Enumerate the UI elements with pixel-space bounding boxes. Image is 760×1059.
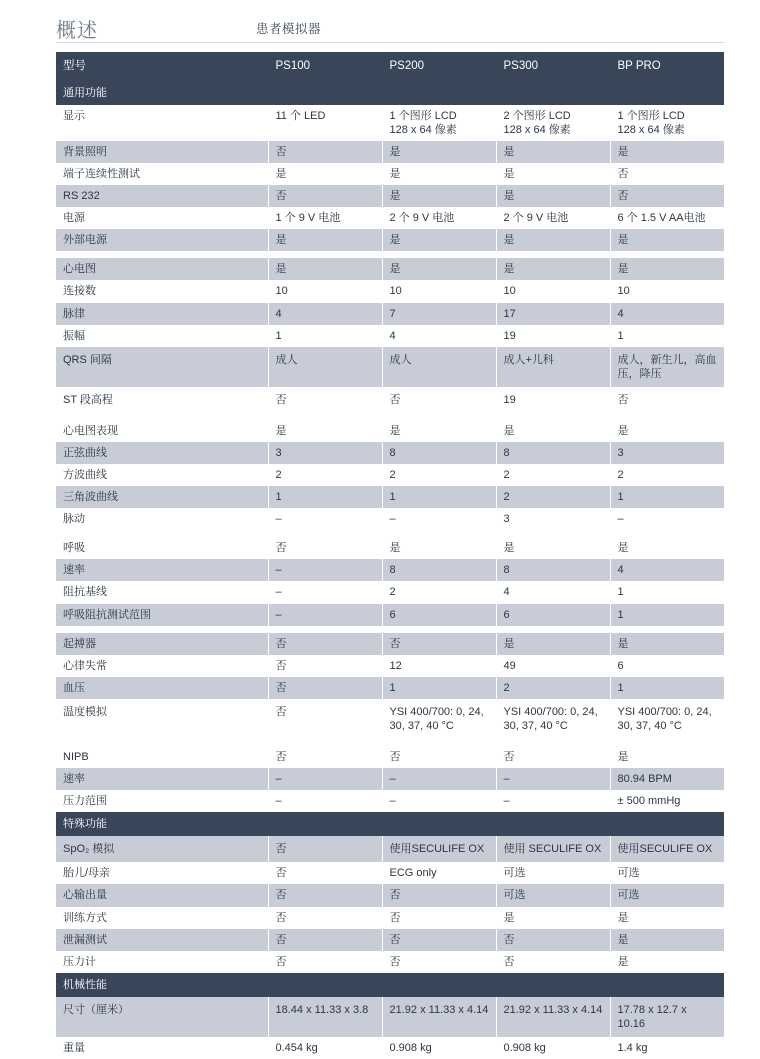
row-label: RS 232 (56, 185, 268, 207)
table-row (56, 303, 724, 325)
table-row (56, 768, 724, 790)
cell-1: 是 (382, 258, 496, 280)
cell-2: 可选 (496, 884, 610, 906)
cell-1: 1 (382, 486, 496, 508)
cell-1: 8 (382, 442, 496, 464)
cell-2: 可选 (496, 862, 610, 884)
cell-0: 是 (268, 258, 382, 280)
table-row (56, 163, 724, 185)
cell-2: 使用 SECULIFE OX (496, 836, 610, 862)
table-row (56, 559, 724, 581)
cell-2: 10 (496, 280, 610, 302)
row-label: 正弦曲线 (56, 442, 268, 464)
table-row (56, 280, 724, 302)
table-row (56, 633, 724, 655)
row-label: 心电图表现 (56, 420, 268, 442)
specification-table (56, 52, 724, 1059)
row-label: 呼吸 (56, 537, 268, 559)
cell-1: 6 (382, 604, 496, 626)
cell-2: 否 (496, 951, 610, 973)
column-header-3: PS300 (496, 52, 610, 81)
cell-1: 否 (382, 951, 496, 973)
table-row (56, 884, 724, 906)
cell-0: – (268, 768, 382, 790)
table-row (56, 1037, 724, 1059)
table-row (56, 836, 724, 862)
cell-3: 是 (610, 929, 724, 951)
cell-2: 2 (496, 464, 610, 486)
spacer-row (56, 251, 724, 258)
cell-2: 是 (496, 907, 610, 929)
cell-1: 2 (382, 464, 496, 486)
cell-3: 是 (610, 907, 724, 929)
cell-3: 是 (610, 420, 724, 442)
row-label: 尺寸（厘米） (56, 997, 268, 1037)
row-label: 心电图 (56, 258, 268, 280)
cell-2: – (496, 768, 610, 790)
cell-0: 否 (268, 951, 382, 973)
header-divider (56, 42, 724, 43)
section-label: 机械性能 (56, 973, 724, 997)
cell-2: 成人+儿科 (496, 347, 610, 387)
row-label: ST 段高程 (56, 387, 268, 413)
cell-3: 是 (610, 141, 724, 163)
row-label: NIPB (56, 746, 268, 768)
cell-3: 1 个图形 LCD 128 x 64 像素 (610, 105, 724, 141)
cell-1: – (382, 508, 496, 530)
spacer-cell (56, 251, 724, 258)
cell-0: 否 (268, 746, 382, 768)
spacer-row (56, 626, 724, 633)
table-row (56, 347, 724, 387)
table-row (56, 862, 724, 884)
cell-3: 是 (610, 537, 724, 559)
cell-0: 4 (268, 303, 382, 325)
cell-0: 否 (268, 836, 382, 862)
cell-3: YSI 400/700: 0, 24, 30, 37, 40 °C (610, 699, 724, 739)
cell-1: 8 (382, 559, 496, 581)
column-header-4: BP PRO (610, 52, 724, 81)
cell-1: 0.908 kg (382, 1037, 496, 1059)
row-label: 脉动 (56, 508, 268, 530)
row-label: SpO₂ 模拟 (56, 836, 268, 862)
cell-3: 4 (610, 559, 724, 581)
cell-2: 2 个图形 LCD 128 x 64 像素 (496, 105, 610, 141)
spacer-cell (56, 626, 724, 633)
row-label: 连接数 (56, 280, 268, 302)
cell-2: YSI 400/700: 0, 24, 30, 37, 40 °C (496, 699, 610, 739)
cell-2: 是 (496, 420, 610, 442)
column-header-1: PS100 (268, 52, 382, 81)
table-row (56, 790, 724, 812)
cell-0: 否 (268, 884, 382, 906)
cell-3: 否 (610, 387, 724, 413)
cell-3: 17.78 x 12.7 x 10.16 (610, 997, 724, 1037)
row-label: 背景照明 (56, 141, 268, 163)
table-row (56, 105, 724, 141)
cell-0: 是 (268, 163, 382, 185)
table-row (56, 929, 724, 951)
cell-0: – (268, 604, 382, 626)
left-margin (0, 0, 30, 910)
cell-3: 是 (610, 633, 724, 655)
row-label: 显示 (56, 105, 268, 141)
cell-0: – (268, 508, 382, 530)
cell-2: 是 (496, 537, 610, 559)
table-row (56, 442, 724, 464)
spacer-cell (56, 530, 724, 537)
table-row (56, 325, 724, 347)
section-row (56, 812, 724, 836)
cell-2: 否 (496, 929, 610, 951)
cell-3: 3 (610, 442, 724, 464)
cell-0: 否 (268, 655, 382, 677)
cell-3: 1 (610, 325, 724, 347)
table-body (56, 81, 724, 1059)
table-row (56, 537, 724, 559)
cell-2: 2 个 9 V 电池 (496, 207, 610, 229)
cell-1: 否 (382, 633, 496, 655)
row-label: 脉律 (56, 303, 268, 325)
cell-3: 6 (610, 655, 724, 677)
cell-0: 0.454 kg (268, 1037, 382, 1059)
cell-3: 1 (610, 581, 724, 603)
cell-1: 否 (382, 907, 496, 929)
spacer-row (56, 413, 724, 420)
cell-1: – (382, 790, 496, 812)
cell-3: 10 (610, 280, 724, 302)
cell-1: 使用SECULIFE OX (382, 836, 496, 862)
row-label: 重量 (56, 1037, 268, 1059)
cell-1: 否 (382, 746, 496, 768)
cell-3: 否 (610, 163, 724, 185)
cell-3: 是 (610, 229, 724, 251)
table-row (56, 746, 724, 768)
cell-1: – (382, 768, 496, 790)
section-label: 特殊功能 (56, 812, 724, 836)
table-row (56, 141, 724, 163)
cell-2: 是 (496, 185, 610, 207)
cell-2: 49 (496, 655, 610, 677)
table-row (56, 229, 724, 251)
cell-0: 否 (268, 929, 382, 951)
cell-3: 否 (610, 185, 724, 207)
cell-2: 8 (496, 442, 610, 464)
cell-0: 11 个 LED (268, 105, 382, 141)
cell-0: 18.44 x 11.33 x 3.8 (268, 997, 382, 1037)
section-row (56, 81, 724, 105)
cell-2: 是 (496, 633, 610, 655)
cell-1: 10 (382, 280, 496, 302)
cell-2: 19 (496, 325, 610, 347)
table-header-row (56, 52, 724, 81)
cell-1: 4 (382, 325, 496, 347)
cell-1: 2 (382, 581, 496, 603)
cell-0: 否 (268, 537, 382, 559)
table-row (56, 604, 724, 626)
cell-3: 6 个 1.5 V AA电池 (610, 207, 724, 229)
row-label: 压力计 (56, 951, 268, 973)
cell-2: 否 (496, 746, 610, 768)
table-row (56, 258, 724, 280)
cell-1: 1 个图形 LCD 128 x 64 像素 (382, 105, 496, 141)
row-label: 泄漏测试 (56, 929, 268, 951)
row-label: 心输出量 (56, 884, 268, 906)
cell-2: 6 (496, 604, 610, 626)
page-subtitle: 患者模拟器 (256, 22, 322, 36)
cell-2: 8 (496, 559, 610, 581)
section-label: 通用功能 (56, 81, 724, 105)
column-header-0: 型号 (56, 52, 268, 81)
cell-2: 2 (496, 486, 610, 508)
row-label: 方波曲线 (56, 464, 268, 486)
row-label: 起搏器 (56, 633, 268, 655)
table-row (56, 581, 724, 603)
cell-1: 是 (382, 420, 496, 442)
table-row (56, 185, 724, 207)
table-row (56, 420, 724, 442)
cell-2: 2 (496, 677, 610, 699)
section-row (56, 973, 724, 997)
row-label: 速率 (56, 768, 268, 790)
cell-3: 是 (610, 258, 724, 280)
cell-3: 成人，新生儿，高血压，降压 (610, 347, 724, 387)
cell-1: 21.92 x 11.33 x 4.14 (382, 997, 496, 1037)
cell-2: 21.92 x 11.33 x 4.14 (496, 997, 610, 1037)
cell-2: – (496, 790, 610, 812)
cell-1: 成人 (382, 347, 496, 387)
table-row (56, 655, 724, 677)
table-row (56, 464, 724, 486)
cell-3: 是 (610, 746, 724, 768)
cell-0: 否 (268, 862, 382, 884)
cell-0: 10 (268, 280, 382, 302)
cell-3: 1 (610, 677, 724, 699)
cell-1: 否 (382, 929, 496, 951)
cell-1: 是 (382, 163, 496, 185)
row-label: 训练方式 (56, 907, 268, 929)
cell-2: 是 (496, 163, 610, 185)
row-label: 外部电源 (56, 229, 268, 251)
cell-0: 2 (268, 464, 382, 486)
cell-1: YSI 400/700: 0, 24, 30, 37, 40 °C (382, 699, 496, 739)
cell-1: 12 (382, 655, 496, 677)
cell-0: 否 (268, 387, 382, 413)
cell-3: 80.94 BPM (610, 768, 724, 790)
column-header-2: PS200 (382, 52, 496, 81)
cell-1: 2 个 9 V 电池 (382, 207, 496, 229)
cell-2: 3 (496, 508, 610, 530)
cell-0: 否 (268, 677, 382, 699)
table-row (56, 486, 724, 508)
cell-2: 4 (496, 581, 610, 603)
cell-2: 是 (496, 141, 610, 163)
cell-0: 否 (268, 633, 382, 655)
cell-1: 是 (382, 141, 496, 163)
row-label: 呼吸阻抗测试范围 (56, 604, 268, 626)
cell-0: 成人 (268, 347, 382, 387)
spacer-row (56, 530, 724, 537)
row-label: 压力范围 (56, 790, 268, 812)
row-label: 心律失常 (56, 655, 268, 677)
page-header (56, 10, 724, 46)
table-row (56, 951, 724, 973)
cell-3: 1 (610, 486, 724, 508)
cell-0: – (268, 790, 382, 812)
spacer-cell (56, 739, 724, 746)
row-label: 阻抗基线 (56, 581, 268, 603)
cell-0: 1 (268, 486, 382, 508)
row-label: 温度模拟 (56, 699, 268, 739)
row-label: 血压 (56, 677, 268, 699)
cell-3: ± 500 mmHg (610, 790, 724, 812)
table-row (56, 997, 724, 1037)
page-title: 概述 (56, 19, 98, 42)
table-row (56, 677, 724, 699)
cell-0: 否 (268, 185, 382, 207)
cell-3: 2 (610, 464, 724, 486)
row-label: 振幅 (56, 325, 268, 347)
cell-3: 1 (610, 604, 724, 626)
cell-2: 19 (496, 387, 610, 413)
cell-1: 否 (382, 884, 496, 906)
cell-0: 1 (268, 325, 382, 347)
cell-1: 1 (382, 677, 496, 699)
cell-3: 是 (610, 951, 724, 973)
cell-2: 17 (496, 303, 610, 325)
table-row (56, 508, 724, 530)
table-row (56, 207, 724, 229)
cell-1: ECG only (382, 862, 496, 884)
cell-1: 是 (382, 537, 496, 559)
cell-3: 使用SECULIFE OX (610, 836, 724, 862)
row-label: 电源 (56, 207, 268, 229)
cell-0: 否 (268, 907, 382, 929)
cell-0: 是 (268, 229, 382, 251)
cell-0: 3 (268, 442, 382, 464)
cell-3: 可选 (610, 862, 724, 884)
cell-0: 1 个 9 V 电池 (268, 207, 382, 229)
cell-0: – (268, 581, 382, 603)
cell-1: 是 (382, 185, 496, 207)
cell-3: 1.4 kg (610, 1037, 724, 1059)
cell-0: 否 (268, 141, 382, 163)
cell-1: 7 (382, 303, 496, 325)
cell-0: 是 (268, 420, 382, 442)
cell-2: 是 (496, 229, 610, 251)
cell-1: 否 (382, 387, 496, 413)
table-row (56, 387, 724, 413)
cell-0: 否 (268, 699, 382, 739)
spacer-cell (56, 413, 724, 420)
spacer-row (56, 739, 724, 746)
row-label: 速率 (56, 559, 268, 581)
row-label: 胎儿/母亲 (56, 862, 268, 884)
row-label: QRS 间隔 (56, 347, 268, 387)
cell-2: 是 (496, 258, 610, 280)
cell-3: – (610, 508, 724, 530)
cell-0: – (268, 559, 382, 581)
row-label: 端子连续性测试 (56, 163, 268, 185)
cell-3: 可选 (610, 884, 724, 906)
cell-3: 4 (610, 303, 724, 325)
table-row (56, 699, 724, 739)
cell-1: 是 (382, 229, 496, 251)
row-label: 三角波曲线 (56, 486, 268, 508)
cell-2: 0.908 kg (496, 1037, 610, 1059)
